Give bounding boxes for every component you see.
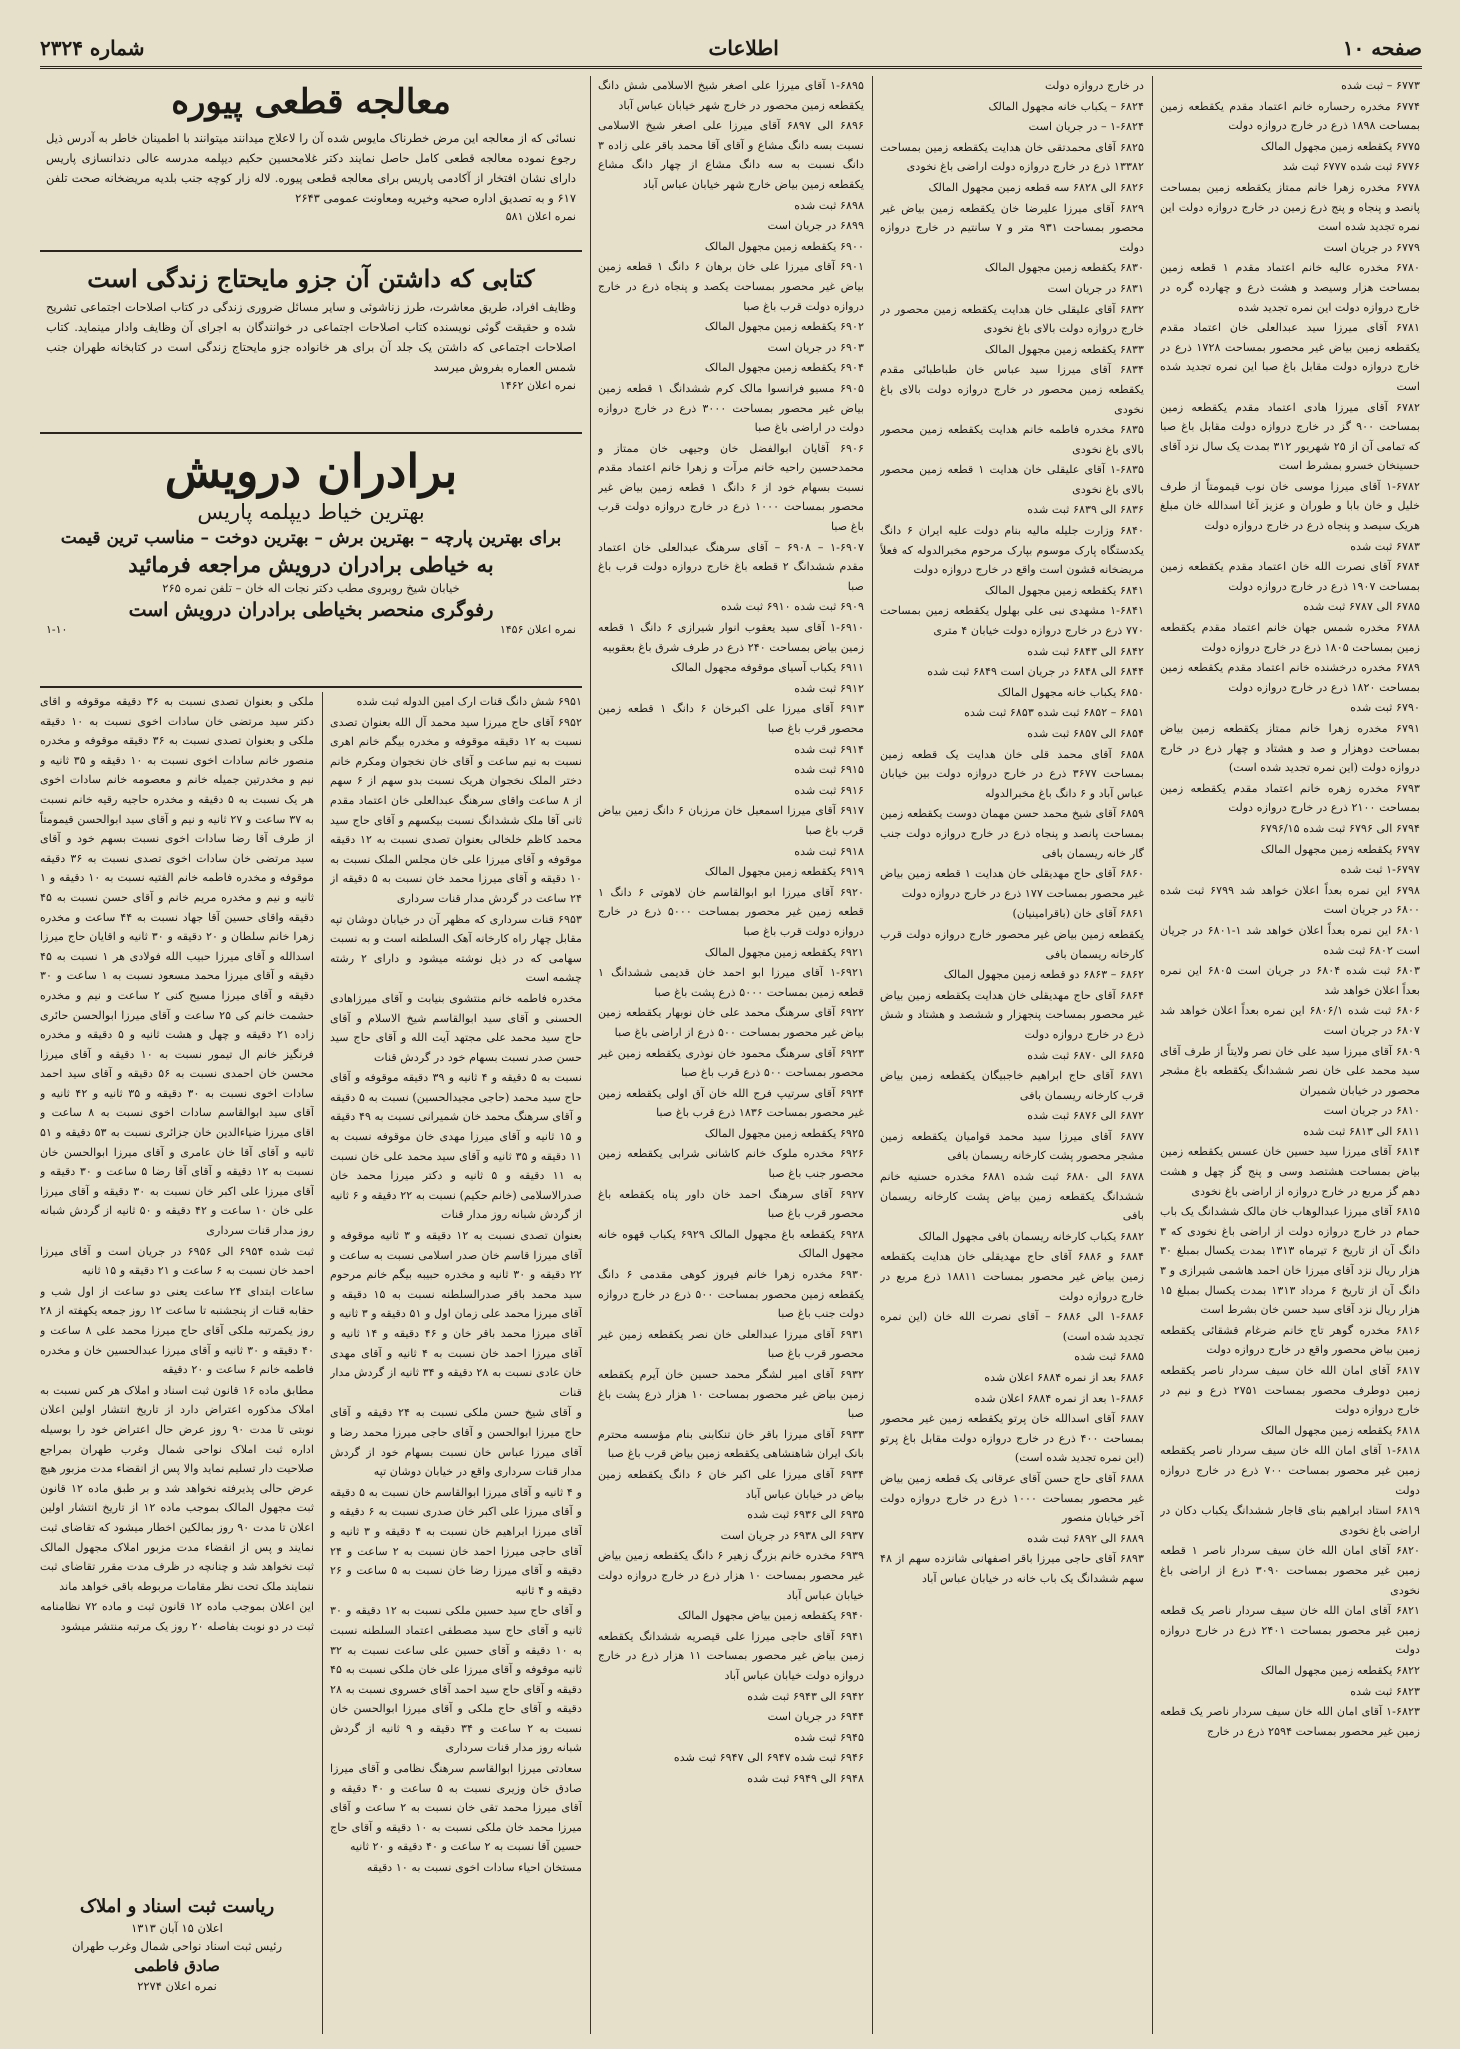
notice-entry: ثبت شده ۶۹۵۴ الی ۶۹۵۶ در جریان است و آقای میرزا احمد خان نسبت به ۶ ساعت و ۲۱ دقیقه و ۱۵ ثانیه	[40, 1244, 314, 1278]
notice-entry: و آقای شیخ حسن ملکی نسبت به ۲۴ دقیقه و آقای حاج میرزا ابوالحسن و آقای حاجی میرزا محمد رضا و آقای میرزا عباس خان نسبت بسهام خود از گردش مدار قنات سرداری واقع در خیابان دوشان تپه	[330, 1406, 582, 1479]
notice-entry: ساعات ابتدای ۲۴ ساعت یعنی دو ساعت از اول شب و حقابه قنات از پنجشنبه تا ساعت ۱۲ روز جمعه یکهفته از ۲۸ روز یکمرتبه ملکی آقای حاج میرزا محمد علی ۸ ساعت و ۴۰ دقیقه و ۳۰ ثانیه و آقای میرزا عبدالحسین خان و مخدره فاطمه خانم ۶ ساعت و ۲۰ دقیقه	[40, 1284, 314, 1377]
newspaper-title: اطلاعات	[708, 36, 779, 60]
notice-entry: یکقطعه زمین بیاض غیر محصور خارج دروازه دولت قرب کارخانه ریسمان بافی	[880, 927, 1144, 961]
notice-entry: این اعلان بموجب ماده ۱۲ قانون ثبت و ماده ۷۲ نظامنامه ثبت در دو نوبت بفاصله ۲۰ روز یک مرتبه منتشر میشود	[40, 1600, 314, 1633]
ad-darvish-offer: برای بهترین پارچه – بهترین برش – بهترین دوخت – مناسب ترین قیمت	[60, 528, 562, 548]
notice-signature-title: ریاست ثبت اسناد و املاک	[79, 1896, 275, 1917]
notice-entry: ۶۹۳۹ مخدره خانم بزرگ زهیر ۶ دانگ یکقطعه زمین بیاض غیر محصور بمساحت ۱۰ هزار ذرع در خارج دروازه دولت خیابان عباس آباد	[598, 1549, 864, 1602]
notice-entry: ۶۹۱۳ آقای میرزا علی اکبرخان ۶ دانگ ۱ قطعه زمین محصور قرب باغ صبا	[598, 702, 864, 735]
notice-entry: ۶۸۵۱ – ۶۸۵۲ ثبت شده ۶۸۵۳ ثبت شده	[964, 706, 1144, 720]
notice-entry: ۶۹۱۵ ثبت شده	[794, 763, 864, 777]
notice-entry: ۶۸۴۴ الی ۶۸۴۸ در جریان است ۶۸۴۹ ثبت شده	[927, 665, 1144, 679]
notice-entry: ۶۸۳۲ آقای علیقلی خان هدایت یکقطعه زمین محصور در خارج دروازه دولت بالای باغ نخودی	[880, 302, 1144, 336]
notice-entry: ۶۸۱۶ مخدره گوهر تاج خانم ضرغام قشقائی یکقطعه زمین بیاض محصور واقع در خارج دروازه دولت	[1160, 1323, 1420, 1357]
notice-entry: ۱-۶۸۸۶ الی ۶۸۸۶ – آقای نصرت الله خان (این نمره تجدید شده است)	[880, 1310, 1144, 1343]
notice-entry: ۶۸۹۸ ثبت شده	[794, 198, 864, 212]
notice-entry: ۶۸۷۱ آقای حاج ابراهیم خاجبیگان یکقطعه زمین بیاض قرب کارخانه ریسمان بافی	[880, 1069, 1144, 1102]
notice-entry: ۶۹۲۲ آقای سرهنگ محمد علی خان نوبهار یکقطعه زمین بیاض غیر محصور بمساحت ۵۰۰ ذرع از اراضی باغ صبا	[598, 1006, 864, 1039]
notice-entry: ۶۸۳۴ آقای میرزا سید عباس خان طباطبائی مقدم یکقطعه زمین محصور در خارج دروازه دولت بالای باغ نخودی	[880, 363, 1144, 416]
notice-entry: ۶۹۲۰ آقای میرزا ابو ابوالقاسم خان لاهوتی ۶ دانگ ۱ قطعه زمین غیر محصور بمساحت ۵۰۰۰ ذرع در خارج دروازه دولت قرب باغ صبا	[598, 885, 864, 938]
notice-entry: ۶۹۲۵ یکقطعه زمین مجهول المالک	[704, 1126, 864, 1140]
notice-entry: ۶۹۱۴ ثبت شده	[794, 742, 864, 756]
ad-darvish-call: به خیاطی برادران درویش مراجعه فرمائید	[128, 552, 494, 577]
notice-entry: ۶۷۷۳ – ثبت شده	[1341, 79, 1420, 92]
column-rule	[872, 76, 873, 2034]
notice-entry: ۶۷۸۸ مخدره شمس جهان خانم اعتماد مقدم یکقطعه زمین بمساحت ۱۸۰۵ ذرع در خارج دروازه دولت	[1160, 621, 1420, 654]
notice-entry: نسبت به ۵ دقیقه و ۴ ثانیه و ۳۹ دقیقه موقوفه و آقای حاج سید محمد (حاجی مجیدالحسین) نسبت به ۵ دقیقه و آقای سرهنگ محمد خان شمیرانی نسبت به ۴۹ دقیقه و ۱۵ ثانیه و آقای میرزا مهدی خان موقوفه نسبت به ۱۱ دقیقه و ۳۵ ثانیه و آقای سید محمد علی خان نسبت به ۱۱ دقیقه و ۵ ثانیه و دکتر میرزا محمد خان صدرالاسلامی (خانم حکیم) نسبت به ۲۲ دقیقه و ۶ ثانیه از گردش شبانه روز مدار قنات	[330, 1071, 582, 1222]
column-rule	[322, 692, 323, 2034]
notice-entry: ۶۷۹۳ مخدره زهره خانم اعتماد مقدم یکقطعه زمین بمساحت ۲۱۰۰ ذرع در خارج دروازه دولت	[1160, 781, 1420, 815]
notice-date: اعلان ۱۵ آبان ۱۳۱۳	[131, 1921, 223, 1935]
notice-entry: ۶۷۸۵ الی ۶۷۸۷ ثبت شده	[1303, 600, 1420, 614]
notice-entry: ۱-۶۸۴۱ مشهدی نبی علی بهلول یکقطعه زمین بمساحت ۷۷۰ ذرع در خارج دروازه دولت خیابان ۴ متری	[880, 604, 1144, 638]
notice-entry: ۶۸۹۳ آقای حاجی میرزا باقر اصفهانی شانزده سهم از ۴۸ سهم ششدانگ یک باب خانه در خیابان عباس آباد	[880, 1552, 1144, 1585]
notice-entry: و ۴ ثانیه و آقای میرزا ابوالقاسم خان نسبت به ۵ دقیقه و آقای میرزا علی اکبر خان صدری نسبت به ۶ دقیقه و آقای میرزا ابراهیم خان نسبت به ۴ دقیقه و ۳ ثانیه و آقای حاجی میرزا احمد خان نسبت به ۲ ساعت و ۲۴ دقیقه و آقای میرزا رضا خان نسبت به ۵ ساعت و ۲۶ دقیقه و ۴ ثانیه	[330, 1485, 582, 1597]
ad-pyorrhea-footer	[40, 210, 582, 223]
notice-signer-role: رئیس ثبت اسناد نواحی شمال وغرب طهران	[71, 1939, 283, 1953]
notice-entry: ۶۸۹۶ الی ۶۸۹۷ آقای میرزا علی اصغر شیخ الاسلامی نسبت بسه دانگ مشاع و آقای آقا محمد باقر علی زاده ۳ دانگ نسبت به سه دانگ مشاع از چهار دانگ مشاع یکقطعه زمین بیاض خارج شهر خیابان عباس آباد	[598, 119, 864, 191]
notice-entry: ۶۸۲۵ آقای محمدتقی خان هدایت یکقطعه زمین بمساحت ۱۳۳۸۲ ذرع در خارج دروازه دولت اراضی باغ نخودی	[880, 140, 1144, 174]
notice-entry: ۶۸۳۵ مخدره فاطمه خانم هدایت یکقطعه زمین محصور بالای باغ نخودی	[880, 423, 1144, 456]
notice-entry: ۶۷۸۹ مخدره درخشنده خانم اعتماد مقدم یکقطعه زمین بمساحت ۱۸۲۰ ذرع در خارج دروازه دولت	[1160, 661, 1420, 694]
notice-entry: ۶۹۴۰ یکقطعه زمین بیاض مجهول المالک	[677, 1609, 864, 1623]
ad-book-body: وظایف افراد، طریق معاشرت، طرز زناشوئی و سایر مسائل ضروری زندگی در کتاب اصلاحات اجتماعی تشریح شده و حقیقت گوئی نویسنده کتاب اصلاحات اجتماعی در خوانندگان به اجرای آن وظایف وادار مینماید. کتاب اصلاحات اجتماعی که داشتن یک جلد آن برای هر خانواده جزو مایحتاج زندگی است در کتابخانه طهران جنب شمس العماره بفروش میرسد	[46, 300, 576, 374]
notice-entry: ۱-۶۸۸۶ بعد از نمره ۶۸۸۴ اعلان شده	[974, 1391, 1144, 1405]
notice-column-1	[1160, 76, 1420, 2034]
notice-entry: ۶۹۰۳ در جریان است	[767, 340, 864, 354]
notice-entry: ۶۹۳۰ مخدره زهرا خانم فیروز کوهی مقدمی ۶ دانگ یکقطعه زمین محصور بمساحت ۵۰۰ ذرع در خارج دروازه دولت جنب باغ صبا	[598, 1268, 864, 1321]
notice-entry: ۶۹۳۷ الی ۶۹۳۸ در جریان است	[720, 1528, 864, 1542]
notice-entry: ۶۸۱۵ آقای میرزا عبدالوهاب خان مالک ششدانگ یک باب حمام در خارج دروازه دولت از اراضی باغ نخودی که ۳ دانگ آن از تاریخ ۶ تیرماه ۱۳۱۳ بمدت یکسال بمبلغ ۳۰ هزار ریال نزد آقای میرزا خان احمد هاشمی شیرازی و ۳ دانگ آن از تاریخ ۶ مرداد ۱۳۱۳ بمدت یکسال بمبلغ ۱۵ هزار ریال نزد آقای سید حسن خان بشرط است	[1160, 1205, 1420, 1317]
notice-entry: ۶۸۵۹ آقای شیخ محمد حسن مهمان دوست یکقطعه زمین بمساحت پانصد و پنجاه ذرع در خارج دروازه دولت جنب گار خانه ریسمان بافی	[880, 807, 1144, 860]
notice-entry: ۶۷۷۶ ثبت شده ۶۷۷۷ ثبت شد	[1282, 160, 1420, 174]
notice-entry: ۶۹۱۸ ثبت شده	[794, 844, 864, 858]
notice-entry: ۶۸۴۱ یکقطعه زمین مجهول المالک	[984, 583, 1144, 597]
notice-signature	[40, 1890, 314, 2020]
notice-entry: ۶۸۰۶ ثبت شده ۶۸۰۶/۱ این نمره بعداً اعلان خواهد شد ۶۸۰۷ در جریان است	[1160, 1004, 1420, 1037]
notice-entry: ۶۷۸۴ آقای نصرت الله خان اعتماد مقدم یکقطعه زمین بمساحت ۱۹۰۷ ذرع در خارج دروازه دولت	[1160, 560, 1420, 593]
notice-entry: ۶۹۵۲ آقای حاج میرزا سید محمد آل الله بعنوان تصدی نسبت به ۱۲ دقیقه موقوفه و مخدره بیگم خانم اهری نسبت به نیم ساعت و آقای خان نخجوان ومکرم خانم دختر الملک نخجوان هریک نسبت بدو سهم از ۶ سهم از ۸ ساعت واقای سرهنگ عبدالعلی خان اعتماد مقدم ثانی آقا ملک ششدانگ نسبت بیکسهم و آقای حاج سید محمد کاظم خلخالی بعنوان تصدی نسبت به ۱۲ دقیقه موقوفه و آقای میرزا علی خان مجلس الملک نسبت به ۱۰ دقیقه و آقای میرزا محمد خان نسبت به ۵ دقیقه از ۲۴ ساعت در گردش مدار قنات سرداری	[330, 715, 582, 905]
notice-entry: ۶۸۱۹ استاد ابراهیم بنای قاجار ششدانگ یکباب دکان در اراضی باغ نخودی	[1160, 1504, 1420, 1537]
notice-entry: مستخان احیاء سادات اخوی نسبت به ۱۰ دقیقه	[366, 1861, 582, 1875]
notice-entry: ۶۸۸۴ و ۶۸۸۶ آقای حاج مهدیقلی خان هدایت یکقطعه زمین بیاض غیر محصور بمساحت ۱۸۸۱۱ ذرع مربع در خارج دروازه دولت	[880, 1250, 1144, 1303]
notice-entry: ۶۹۲۴ آقای سرتیپ فرج الله خان آق اولی یکقطعه زمین غیر محصور بمساحت ۱۸۳۶ ذرع قرب باغ صبا	[598, 1086, 864, 1120]
notice-entry: ۶۸۲۰ آقای امان الله خان سیف سردار ناصر ۱ قطعه زمین غیر محصور بمساحت ۳۰۹۰ ذرع از اراضی باغ نخودی	[1160, 1544, 1420, 1597]
notice-entry: ۶۸۳۳ یکقطعه زمین مجهول المالک	[984, 342, 1144, 356]
notice-entry: و آقای حاج سید حسین ملکی نسبت به ۱۲ دقیقه و ۳۰ ثانیه و آقای حاج سید مصطفی اعتماد السلطنه نسبت به ۱۰ دقیقه و آقای حسین علی ساعت نسبت به ۳۲ ثانیه موقوفه و آقای میرزا علی خان ملکی نسبت به ۴۵ دقیقه و آقای حاج سید احمد آقای خسروی نسبت به ۲۸ دقیقه و آقای حاج ملکی و آقای میرزا ابوالحسن خان نسبت به ۲ ساعت و ۳۴ دقیقه و ۹ ثانیه از گردش شبانه روز مدار قنات سرداری	[330, 1604, 582, 1755]
notice-entry: ۶۸۱۱ الی ۶۸۱۳ ثبت شده	[1303, 1124, 1420, 1138]
notice-entry: ۶۹۳۴ آقای میرزا علی اکبر خان ۶ دانگ یکقطعه زمین بیاض در خیابان عباس آباد	[598, 1467, 864, 1501]
notice-entry: ۶۹۴۲ الی ۶۹۴۳ ثبت شده	[747, 1689, 864, 1703]
notice-column-5	[40, 692, 314, 1886]
ad-book-number: نمره اعلان ۱۴۶۲	[499, 379, 576, 392]
notice-entry: ۶۷۷۵ یکقطعه زمین مجهول المالک	[1260, 139, 1420, 153]
notice-entry: بعنوان تصدی نسبت به ۱۲ دقیقه و ۳ ثانیه موقوفه و آقای میرزا قاسم خان صدر اسلامی نسبت به ساعت و ۲۲ دقیقه و ۳۰ ثانیه و مخدره حبیبه بیگم خانم مرحوم سید محمد باقر صدرالسلطنه نسبت به ۱۵ دقیقه و آقای میرزا محمد علی زمان اول و ۵۱ دقیقه و ۳ ثانیه و آقای میرزا محمد باقر خان و ۴۶ دقیقه و ۱۴ ثانیه و آقای میرزا احمد خان نسبت به ۴ ثانیه و آقای مهدی خان عادی نسبت به ۲۸ دقیقه و ۳۴ ثانیه از گردش مدار قنات	[330, 1229, 582, 1399]
notice-entry: ۱-۶۹۰۷ – ۶۹۰۸ – آقای سرهنگ عبدالعلی خان اعتماد مقدم ششدانگ ۲ قطعه باغ خارج دروازه دولت قرب باغ صبا	[598, 540, 864, 593]
notice-entry: ۶۸۸۹ الی ۶۸۹۲ ثبت شده	[1027, 1531, 1144, 1545]
notice-entry: ۶۷۸۲ آقای میرزا هادی اعتماد مقدم یکقطعه زمین بمساحت ۹۰۰ گز در خارج دروازه دولت مقابل باغ صبا که تمامی آن از ۲۵ شهریور ۳۱۲ بمدت یک سال نزد آقای حسینخان خسرو بمشرط است	[1160, 400, 1420, 473]
notice-entry: ۶۸۱۴ آقای میرزا سید حسین خان عسس یکقطعه زمین بیاض بمساحت هشتصد وسی و پنج گز چهل و هشت دهم گز مربع در خارج دروازه از اراضی باغ نخودی	[1160, 1145, 1420, 1198]
notice-entry: ۶۹۰۴ یکقطعه زمین مجهول المالک	[704, 361, 864, 375]
notice-entry: ۶۸۳۱ در جریان است	[1047, 281, 1144, 295]
notice-ad-number: نمره اعلان ۲۲۷۴	[137, 1979, 217, 1993]
ad-pyorrhea-body: نسائی که از معالجه این مرض خطرناک مایوس شده آن را لاعلاج میدانند میتوانند با اطمینان خاطر به آدرس ذیل رجوع نموده معالجه قطعی کامل حاصل نمایند دکتر غلامحسین حکیم دیپلمه مدرسه عالی دندانسازی پاریس دارای نشان افتخار از آکادمی پاریس برای معالجه قطعی پیوره. لاله زار کوچه جنب بلدیه مریضخانه صحت تلفن ۶۱۷ و به تصدیق اداره صحیه وخیریه ومعاونت عمومی ۲۶۴۳	[46, 131, 576, 205]
notice-entry: ۶۷۸۰ مخدره عالیه خانم اعتماد مقدم ۱ قطعه زمین بمساحت هزار وسیصد و هشت ذرع و چهارده گره در خارج دروازه دولت این نمره تجدید شده	[1160, 261, 1420, 314]
notice-entry: ۶۹۳۳ آقای میرزا باقر خان تنکابنی بنام مؤسسه محترم بانک ایران شاهنشاهی یکقطعه زمین بیاض قرب باغ صبا	[598, 1427, 864, 1461]
notice-entry: ۶۸۴۲ الی ۶۸۴۳ ثبت شده	[1027, 644, 1144, 658]
notice-entry: ۶۷۸۳ ثبت شده	[1350, 539, 1420, 553]
notice-entry: ۶۸۹۹ در جریان است	[767, 219, 864, 233]
notice-entry: ۶۹۲۷ آقای سرهنگ احمد خان داور پناه یکقطعه باغ محصور قرب باغ صبا	[598, 1187, 864, 1221]
ad-pyorrhea-title: معالجه قطعی پیوره	[171, 82, 451, 122]
notice-entry: ۶۹۲۳ آقای سرهنگ محمود خان نوذری یکقطعه زمین غیر محصور بمساحت ۵۰۰ ذرع قرب باغ صبا	[598, 1046, 864, 1080]
ad-book	[40, 256, 582, 426]
ad-darvish-subtitle: بهترین خیاط دیپلمه پاریس	[197, 500, 425, 524]
notice-entry: ۶۸۷۲ الی ۶۸۷۶ ثبت شده	[1027, 1109, 1144, 1123]
ad-darvish-title: برادران درویش	[164, 444, 458, 498]
notice-entry: ۱-۶۷۸۲ آقای میرزا موسی خان نوب قیمومتاً از طرف خلیل و خان بابا و طوران و عزیز آغا اسدالله خان مبلغ هریک سیصد و پنجاه ذرع در خارج دروازه دولت	[1160, 479, 1420, 533]
notice-entry: ۶۸۸۵ ثبت شده	[1074, 1350, 1144, 1364]
notice-entry: ۶۸۸۸ آقای حاج حسن آقای عرقانی یک قطعه زمین بیاض غیر محصور بمساحت ۱۰۰۰ ذرع در خارج دروازه دولت آخر خیابان منصور	[880, 1471, 1144, 1525]
notice-entry: ۶۷۹۷ یکقطعه زمین مجهول المالک	[1260, 842, 1420, 856]
notice-entry: ۶۹۰۰ یکقطعه زمین مجهول المالک	[704, 239, 864, 253]
notice-entry: ۱-۶۹۱۰ آقای سید یعقوب انوار شیرازی ۶ دانگ ۱ قطعه زمین بیاض بمساحت ۲۴۰ ذرع در طرف شرق باغ بعقوبیه	[598, 621, 864, 654]
notice-entry: ۶۸۸۶ بعد از نمره ۶۸۸۴ اعلان شده	[984, 1371, 1144, 1384]
notice-entry: ۶۸۵۸ آقای محمد قلی خان هدایت یک قطعه زمین بمساحت ۳۶۷۷ ذرع در خارج دروازه دولت بین خیابان عباس آباد و ۶ دانگ باغ مخبرالدوله	[880, 747, 1144, 800]
ad-darvish-footer	[40, 623, 582, 636]
notice-entry: ۱-۶۹۲۱ آقای میرزا ابو احمد خان قدیمی ششدانگ ۱ قطعه زمین بمساحت ۵۰۰۰ ذرع پشت باغ صبا	[598, 966, 864, 999]
notice-entry: ۶۹۰۱ آقای میرزا علی خان برهان ۶ دانگ ۱ قطعه زمین بیاض غیر محصور بمساحت یکصد و پنجاه ذرع در خارج دروازه دولت قرب باغ صبا	[598, 260, 864, 313]
page-number: صفحه ۱۰	[1342, 36, 1422, 60]
notice-entry: ۶۷۹۴ الی ۶۷۹۶ ثبت شده ۶۷۹۶/۱۵	[1259, 821, 1420, 835]
notice-entry: ۶۹۱۱ یکباب آسیای موقوفه مجهول المالک	[671, 661, 864, 675]
notice-entry: ۶۹۵۳ قنات سرداری که مظهر آن در خیابان دوشان تپه مقابل چهار راه کارخانه آهک السلطنه است و به نسبت سهامی که در ذیل نوشته میشود و دارای ۲ رشته چشمه است	[330, 912, 582, 985]
notice-entry: ۶۹۳۲ آقای امیر لشگر محمد حسین خان آیرم یکقطعه زمین بیاض غیر محصور بمساحت ۱۰ هزار ذرع پشت باغ صبا	[598, 1368, 864, 1421]
notice-entry: ۶۸۶۲ – ۶۸۶۳ دو قطعه زمین مجهول المالک	[943, 968, 1144, 982]
notice-entry: ۶۸۸۷ آقای اسدالله خان پرتو یکقطعه زمین غیر محصور بمساحت ۴۰۰ ذرع در خارج دروازه دولت مقابل باغ پرتو (این نمره تجدید شده است)	[880, 1412, 1144, 1465]
notice-entry: ۶۹۰۲ یکقطعه زمین مجهول المالک	[704, 320, 864, 334]
notice-entry: ۶۹۰۹ ثبت شده ۶۹۱۰ ثبت شده	[720, 600, 864, 614]
notice-entry: ۶۹۳۵ الی ۶۹۳۶ ثبت شده	[747, 1508, 864, 1522]
ad-pyorrhea-number: نمره اعلان ۵۸۱	[505, 210, 576, 223]
notice-entry: ۶۹۰۵ مسیو فرانسوا مالک کرم ششدانگ ۱ قطعه زمین بیاض غیر محصور بمساحت ۳۰۰۰ ذرع در خارج دروازه دولت در اراضی باغ صبا	[598, 381, 864, 435]
ad-darvish-tagline: رفوگری منحصر بخیاطی برادران درویش است	[128, 599, 494, 621]
notice-entry: ۶۹۱۷ آقای میرزا اسمعیل خان مرزبان ۶ دانگ زمین بیاض قرب باغ صبا	[598, 804, 864, 837]
notice-entry: ۶۸۰۳ ثبت شده ۶۸۰۴ در جریان است ۶۸۰۵ این نمره بعداً اعلان خواهد شد	[1160, 964, 1420, 997]
notice-entry: ۶۸۸۲ یکباب کارخانه ریسمان بافی مجهول المالک	[918, 1229, 1144, 1243]
notice-entry: ۶۹۲۶ مخدره ملوک خانم کاشانی شرابی یکقطعه زمین محصور جنب باغ صبا	[598, 1147, 864, 1181]
notice-entry: ۶۸۲۶ الی ۶۸۲۸ سه قطعه زمین مجهول المالک	[928, 180, 1144, 194]
notice-entry: مطابق ماده ۱۶ قانون ثبت اسناد و املاک هر کس نسبت به املاک مذکوره اعتراض دارد از تاریخ انتشار اولین اعلان نوبتی تا مدت ۹۰ روز عرض حال اعتراض خود را بوسیله اداره ثبت املاک نواحی شمال وغرب طهران بمراجع صلاحیت دار تسلیم نماید والا پس از انقضاء مدت مزبور هیچ عرض حالی پذیرفته نخواهد شد و بر طبق ماده ۱۲ قانون ثبت مجهول المالک بموجب ماده ۱۲ از تاریخ انتشار اولین اعلان تا مدت ۹۰ روز بمالکین اخطار میشود که تقاضای ثبت نمایند و پس از انقضاء مدت مزبور املاک مجهول المالک ثبت نخواهد شد و چنانچه در ظرف مدت مقرر تقاضای ثبت ننمایند ملک تحت نظر مقامات مربوطه باقی خواهد ماند	[40, 1383, 314, 1593]
page-header	[40, 30, 1422, 69]
notice-entry: ۶۷۹۸ این نمره بعداً اعلان خواهد شد ۶۷۹۹ ثبت شده ۶۸۰۰ در جریان است	[1160, 883, 1420, 917]
ad-book-title: کتابی که داشتن آن جزو مایحتاج زندگی است	[87, 264, 535, 293]
notice-entry: ۶۸۴۰ وزارت جلیله مالیه بنام دولت علیه ایران ۶ دانگ یکدستگاه پارک موسوم بپارک مرحوم مخبرالدوله که فعلاً مریضخانه قشون است واقع در خارج دروازه دولت	[880, 524, 1144, 577]
notice-entry: مخدره فاطمه خانم منتشوی بنیابت و آقای میرزاهادی الحسنی و آقای سید ابوالقاسم شیخ الاسلام و آقای حاج سید محمد علی مجتهد آیت الله و آقای حاج سید حسن صدر نسبت بسهام خود در گردش قنات	[330, 991, 582, 1064]
ad-separator	[40, 432, 582, 434]
notice-entry: ۶۸۲۹ آقای میرزا علیرضا خان یکقطعه زمین بیاض غیر محصور بمساحت ۹۳۱ متر و ۷ سانتیم در خارج دروازه دولت	[880, 201, 1144, 254]
ad-darvish-code: ۱-۱۰	[46, 623, 68, 636]
notice-entry: ۶۸۵۰ یکباب خانه مجهول المالک	[997, 685, 1144, 699]
notice-entry: ۶۹۴۶ ثبت شده ۶۹۴۷ الی ۶۹۴۷ ثبت شده	[673, 1751, 864, 1765]
notice-entry: ۶۹۱۶ ثبت شده	[794, 783, 864, 797]
notice-entry: ۶۸۱۰ در جریان است	[1323, 1104, 1420, 1118]
notice-entry: ۶۸۶۵ الی ۶۸۷۰ ثبت شده	[1027, 1048, 1144, 1062]
notice-entry: ۱-۶۸۲۳ آقای امان الله خان سیف سردار ناصر یک قطعه زمین غیر محصور بمساحت ۲۵۹۴ ذرع در خارج	[1160, 1705, 1420, 1738]
notice-entry: ۶۸۵۴ الی ۶۸۵۷ ثبت شده	[1027, 727, 1144, 740]
notice-entry: ۶۸۳۶ الی ۶۸۳۹ ثبت شده	[1027, 503, 1144, 517]
notice-entry: ۶۷۷۸ مخدره زهرا خانم ممتاز یکقطعه زمین بمساحت پانصد و پنجاه و پنج ذرع زمین در خارج دروازه دولت این نمره تجدید شده است	[1160, 180, 1420, 234]
notice-entry: ۶۹۴۴ در جریان است	[767, 1710, 864, 1724]
ad-separator	[40, 686, 582, 688]
notice-entry: ۱-۶۸۲۴ – در جریان است	[1028, 120, 1144, 134]
notice-entry: ۶۹۴۵ ثبت شده	[794, 1730, 864, 1744]
notice-entry: ۶۸۰۱ این نمره بعداً اعلان خواهد شد ۱-۶۸۰۱ در جریان است ۶۸۰۲ ثبت شده	[1160, 923, 1420, 957]
column-rule	[1152, 76, 1153, 2034]
notice-entry: ۶۷۷۹ در جریان است	[1323, 240, 1420, 254]
notice-entry: ۶۹۴۸ الی ۶۹۴۹ ثبت شده	[747, 1771, 864, 1785]
notice-entry: ۱-۶۷۹۷ ثبت شده	[1340, 863, 1420, 877]
issue-number: شماره ۲۳۲۴	[40, 36, 145, 60]
notice-entry: ۶۸۱۷ آقای امان الله خان سیف سردار ناصر یکقطعه زمین دوطرف محصور بمساحت ۲۷۵۱ ذرع و نیم در خارج دروازه دولت	[1160, 1364, 1420, 1417]
notice-entry: ۶۷۷۴ مخدره رحساره خانم اعتماد مقدم یکقطعه زمین بمساحت ۱۸۹۸ ذرع در خارج دروازه دولت	[1160, 99, 1420, 133]
notice-entry: ۶۸۲۲ یکقطعه زمین مجهول المالک	[1260, 1663, 1420, 1677]
notice-entry: ۶۹۲۱ یکقطعه زمین مجهول المالک	[704, 945, 864, 959]
notice-entry: ۶۸۱۸ یکقطعه زمین مجهول المالک	[1260, 1423, 1420, 1437]
notice-entry: ۶۷۸۱ آقای میرزا سید عبدالعلی خان اعتماد مقدم یکقطعه زمین بیاض غیر محصور بمساحت ۱۷۲۸ ذرع در خارج دروازه دولت مقابل باغ صبا این نمره تجدید شده است	[1160, 321, 1420, 393]
ad-darvish-number: نمره اعلان ۱۴۵۶	[499, 623, 576, 636]
notice-entry: ۶۹۳۱ آقای میرزا عبدالعلی خان نصر یکقطعه زمین غیر محصور قرب باغ صبا	[598, 1327, 864, 1361]
ad-book-footer	[40, 379, 582, 392]
notice-entry: ۶۸۶۴ آقای حاج مهدیقلی خان هدایت یکقطعه زمین بیاض غیر محصور بمساحت پنجهزار و ششصد و هشتاد و شش ذرع در خارج دروازه دولت	[880, 988, 1144, 1041]
notice-entry: ۶۸۶۰ آقای حاج مهدیقلی خان هدایت ۱ قطعه زمین بیاض غیر محصور بمساحت ۱۷۷ ذرع در خارج دروازه دولت	[880, 867, 1144, 900]
notice-entry: ۶۹۱۲ ثبت شده	[794, 681, 864, 695]
notice-entry: ۶۸۷۸ الی ۶۸۸۰ ثبت شده ۶۸۸۱ مخدره حسنیه خانم ششدانگ یکقطعه زمین بیاض پشت کارخانه ریسمان بافی	[880, 1170, 1144, 1223]
notice-signer-name: صادق فاطمی	[134, 1957, 220, 1975]
notice-column-4	[330, 692, 582, 2034]
notice-column-2	[880, 76, 1144, 2034]
ad-darvish-brothers	[40, 438, 582, 684]
notice-entry: ۶۹۱۹ یکقطعه زمین مجهول المالک	[704, 865, 864, 879]
notice-entry: ۶۸۰۹ آقای میرزا سید علی خان نصر ولایتاً از طرف آقای سید محمد علی خان نصر ششدانگ یکقطعه باغ مشجر محصور در خیابان شمیران	[1160, 1044, 1420, 1097]
notice-entry: ۶۸۲۴ – یکباب خانه مجهول المالک	[988, 99, 1144, 113]
notice-entry: ۶۸۶۱ آقای خان (باقرامینیان)	[1012, 907, 1144, 921]
notice-column-3	[598, 76, 864, 2034]
notice-entry: ۶۹۲۸ یکقطعه باغ مجهول المالک ۶۹۲۹ یکباب قهوه خانه مجهول المالک	[598, 1227, 864, 1261]
notice-entry: ۶۹۵۱ شش دانگ قنات ارک امین الدوله ثبت شده	[356, 695, 582, 708]
notice-entry: ۶۸۷۷ آقای میرزا سید محمد قوامیان یکقطعه زمین مشجر محصور پشت کارخانه ریسمان بافی	[880, 1129, 1144, 1163]
notice-entry: ۶۹۴۱ آقای حاجی میرزا علی قیصریه ششدانگ یکقطعه زمین بیاض غیر محصور بمساحت ۱۱ هزار ذرع در خارج دروازه دولت خیابان عباس آباد	[598, 1629, 864, 1682]
notice-entry: ۶۸۲۱ آقای امان الله خان سیف سردار ناصر یک قطعه زمین غیر محصور بمساحت ۲۴۰۱ ذرع در خارج دروازه دولت	[1160, 1604, 1420, 1657]
ad-darvish-address: خیابان شیخ روبروی مطب دکتر نجات اله خان – تلفن نمره ۲۶۵	[162, 581, 460, 595]
notice-entry: ۶۸۲۳ ثبت شده	[1350, 1684, 1420, 1698]
notice-entry: ۶۹۰۶ آقایان ابوالفضل خان وجیهی خان ممتاز و محمدحسین راحیه خانم مرآت و زهرا خانم اعتماد مقدم نسبت بسهام خود از ۶ دانگ ۱ قطعه زمین بیاض غیر محصور بمساحت ۱۰۰۰ ذرع در خارج دروازه دولت قرب باغ صبا	[598, 441, 864, 534]
notice-entry: ۱-۶۸۹۵ آقای میرزا علی اصغر شیخ الاسلامی شش دانگ یکقطعه زمین محصور در خارج شهر خیابان عباس آباد	[598, 79, 864, 112]
notice-entry: ۱-۶۸۳۵ آقای علیقلی خان هدایت ۱ قطعه زمین محصور بالای باغ نخودی	[880, 463, 1144, 496]
notice-entry: ملکی و بعنوان تصدی نسبت به ۳۶ دقیقه موقوفه و اقای دکتر سید مرتضی خان سادات اخوی نسبت به ۱۰ دقیقه ملکی و بعنوان تصدی نسبت به ۳۶ دقیقه موقوفه و مخدره منصور خانم سادات اخوی نسبت به ۱۰ دقیقه و ۳۵ ثانیه و نیم و مخدرتین جمیله خانم و معصومه خانم سادات اخوی هر یک نسبت به ۵ دقیقه و مخدره حاجیه رقیه خانم نسبت به ۳۷ ساعت و ۲۷ ثانیه و نیم و آقای سید ابوالحسن قیمومتاً از طرف آقا رضا سادات اخوی نسبت بسهم خود و آقای سید مرتضی خان سادات اخوی تصدی نسبت به ۳۶ دقیقه موقوفه و مخدره فاطمه خانم الفتیه نسبت به ۱۰ دقیقه و ۱ ثانیه و نیم و مخدره مریم خانم و آقای حسن نسبت به ۴۵ دقیقه واقای حسین آقا جهاد نسبت به ۴۴ ساعت و مخدره زهرا خانم سلطان و ۲۰ دقیقه و ۳۰ ثانیه و اقایان حاج میرزا اسدالله و آقای میرزا حبیب الله فولادی هر ۱ نسبت به ۴۵ دقیقه و آقای میرزا محمد مسعود نسبت به ۱ ساعت و ۳۰ دقیقه و آقای میرزا مسیح کنی ۲ ساعت و نیم و مخدره حشمت خانم کی ۲۵ ساعت و آقای میرزا ابوالحسن حائری زاده ۲۱ دقیقه و چهل و هشت ثانیه و ۵ دقیقه و مخدره فرنگیز خانم ال تیمور نسبت به ۱۰ دقیقه و آقای میرزا محسن خان احمدی نسبت به ۵۶ دقیقه و آقای سید احمد سادات اخوی نسبت به ۳۰ دقیقه و ۳۵ ثانیه و ۴۲ ثانیه و آقای سید ابوالقاسم سادات اخوی نسبت به ۸ ساعت و اقای میرزا ضیاءالدین خان جزائری نسبت به ۵۳ دقیقه و ۵۱ ثانیه و آقای آقا خان عامری و آقای میرزا ابوالحسن خان نسبت به ۱۲ دقیقه و آقای آقا رضا ۵ ساعت و ۳۰ دقیقه و آقای میرزا علی اکبر خان نسبت به ۳۰ دقیقه و آقای میرزا علی خان ۱۰ ساعت و ۴۲ دقیقه و ۵۰ ثانیه از گردش شبانه روز مدار قنات سرداری	[40, 695, 314, 1238]
notice-entry: ۶۷۹۱ مخدره زهرا خانم ممتاز یکقطعه زمین بیاض بمساحت دوهزار و صد و هشتاد و چهار ذرع در خارج دروازه دولت (این نمره تجدید شده است)	[1160, 722, 1420, 775]
notice-entry: ۶۷۹۰ ثبت شده	[1350, 701, 1420, 715]
ad-separator	[40, 250, 582, 252]
notice-entry: سعادتی میرزا ابوالقاسم سرهنگ نظامی و آقای میرزا صادق خان وزیری نسبت به ۵ ساعت و ۴۰ دقیقه و آقای میرزا محمد تقی خان نسبت به ۲ ساعت و آقای میرزا محمد خان ملکی نسبت به ۱۰ دقیقه و آقای حاج حسین آقا نسبت به ۲ ساعت و ۴۰ دقیقه و ۲۰ ثانیه	[330, 1762, 582, 1854]
notice-entry: ۶۸۳۰ یکقطعه زمین مجهول المالک	[984, 261, 1144, 275]
ad-pyorrhea	[40, 76, 582, 246]
notice-entry: ۱-۶۸۱۸ آقای امان الله خان سیف سردار ناصر یکقطعه زمین غیر محصور بمساحت ۷۰۰ ذرع در خارج دروازه دولت	[1160, 1444, 1420, 1497]
notice-entry: در خارج دروازه دولت	[1045, 79, 1144, 92]
column-rule	[590, 76, 591, 2034]
